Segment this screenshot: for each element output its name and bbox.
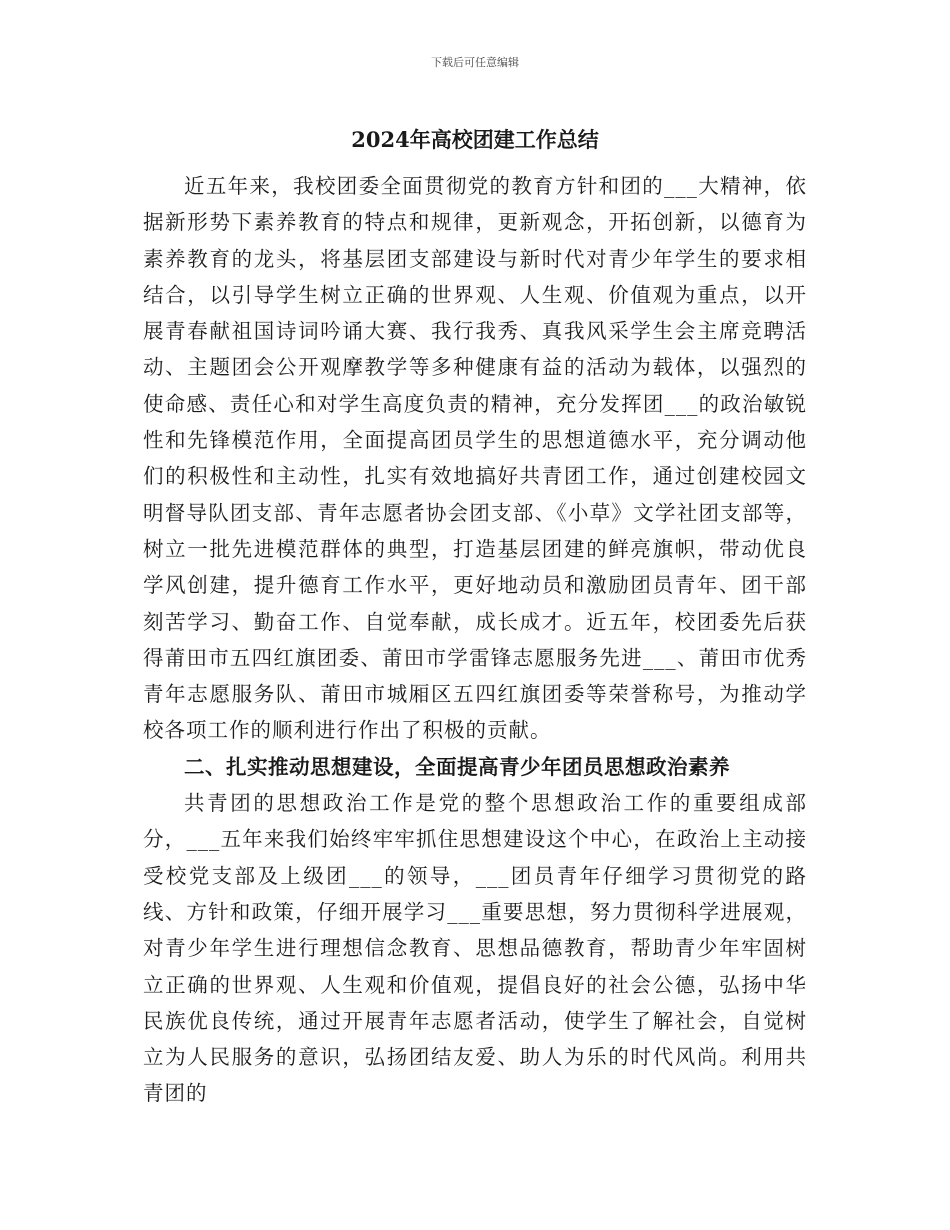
document-title: 2024年高校团建工作总结: [351, 127, 599, 152]
section-heading: 二、扎实推动思想建设，全面提高青少年团员思想政治素养: [184, 754, 730, 779]
body-paragraph-1: 近五年来，我校团委全面贯彻党的教育方针和团的___大精神，依据新形势下素养教育的特点和规律，更新观念，开拓创新，以德育为素养教育的龙头，将基层团支部建设与新时代对青少年学生的要求相结合，以引导学生树立正确的世界观、人生观、价值观为重点，以开展青春献祖国诗词吟诵大赛、我行我秀、真我风采学生会主席竞聘活动、主题团会公开观摩教学等多种健康有益的活动为载体，以强烈的使命感、责任心和对学生高度负责的精神，充分发挥团___的政治敏锐性和先锋模范作用，全面提高团员学生的思想道德水平，充分调动他们的积极性和主动性，扎实有效地搞好共青团工作，通过创建校园文明督导队团支部、青年志愿者协会团支部、《小草》文学社团支部等，树立一批先进模范群体的典型，打造基层团建的鲜亮旗帜，带动优良学风创建，提升德育工作水平，更好地动员和激励团员青年、团干部刻苦学习、勤奋工作、自觉奉献，成长成才。近五年，校团委先后获得莆田市五四红旗团委、莆田市学雷锋志愿服务先进___、莆田市优秀青年志愿服务队、莆田市城厢区五四红旗团委等荣誉称号，为推动学校各项工作的顺利进行作出了积极的贡献。: [143, 174, 807, 743]
header-note: 下载后可任意编辑: [431, 56, 519, 69]
document-body: [143, 168, 807, 1112]
body-paragraph-2: 共青团的思想政治工作是党的整个思想政治工作的重要组成部分，___五年来我们始终牢牢抓住思想建设这个中心，在政治上主动接受校党支部及上级团___的领导，___团员青年仔细学习贯彻党的路线、方针和政策，仔细开展学习___重要思想，努力贯彻科学进展观，对青少年学生进行理想信念教育、思想品德教育，帮助青少年牢固树立正确的世界观、人生观和价值观，提倡良好的社会公德，弘扬中华民族优良传统，通过开展青年志愿者活动，使学生了解社会，自觉树立为人民服务的意识，弘扬团结友爱、助人为乐的时代风尚。利用共青团的: [143, 791, 807, 1106]
